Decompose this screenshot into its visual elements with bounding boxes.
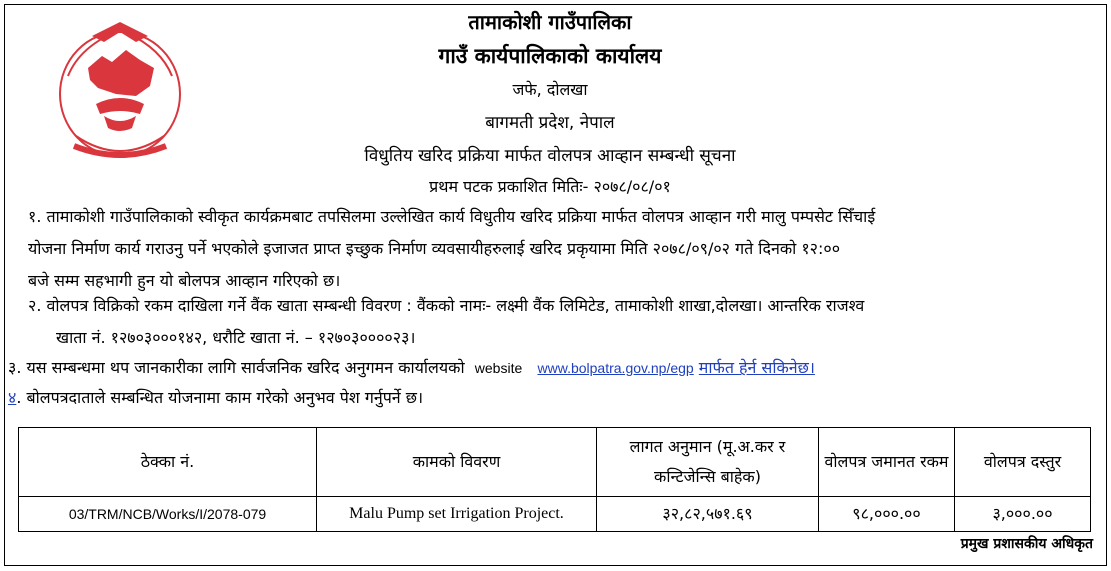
bolpatra-link[interactable]: www.bolpatra.gov.np/egp	[537, 360, 694, 376]
item-3-suffix: मार्फत हेर्न सकिनेछ।	[698, 358, 815, 377]
header-contract-no: ठेक्का नं.	[19, 428, 317, 497]
item-4-number: ४	[8, 388, 17, 407]
office-name: गाउँ कार्यपालिकाको कार्यालय	[438, 44, 662, 68]
header-bid-security: वोलपत्र जमानत रकम	[819, 428, 955, 497]
header-cost-estimate: लागत अनुमान (मू.अ.कर र कन्टिजेन्सि बाहेक)	[597, 428, 819, 497]
item-3	[8, 352, 815, 384]
item-1-line-3: बजे सम्म सहभागी हुन यो बोलपत्र आव्हान गरिएको छ।	[28, 271, 341, 290]
item-4-text: . बोलपत्रदाताले सम्बन्धित योजनामा काम गरेको अनुभव पेश गर्नुपर्ने छ।	[16, 388, 424, 407]
item-2-line-2: खाता नं. १२७०३०००१४२, धरौटि खाता नं. – १२७०३००००२३।	[56, 328, 416, 347]
item-4	[8, 382, 423, 414]
province-name: बागमती प्रदेश, नेपाल	[485, 113, 615, 133]
municipality-name: तामाकोशी गाउँपालिका	[468, 10, 632, 34]
website-word: website	[474, 360, 523, 376]
item-2	[28, 290, 864, 354]
tender-table	[18, 427, 1091, 532]
cell-cost-estimate: ३२,८२,५७१.६९	[597, 497, 819, 532]
item-2-line-1: २. वोलपत्र विक्रिको रकम दाखिला गर्ने वैंक खाता सम्बन्धी विवरण : वैंकको नामः- लक्ष्मी वैंक लिमिटेड, तामाकोशी शाखा,दोलखा। आन्तरिक राजश्व	[28, 296, 865, 315]
table-header-row	[19, 428, 1091, 497]
cell-bid-security: ९८,०००.००	[819, 497, 955, 532]
cell-bid-fee: ३,०००.००	[955, 497, 1091, 532]
table-row	[19, 497, 1091, 532]
header-work-description: कामको विवरण	[317, 428, 597, 497]
cell-work-description: Malu Pump set Irrigation Project.	[317, 497, 597, 532]
item-1-line-2: योजना निर्माण कार्य गराउनु पर्ने भएकोले इजाजत प्राप्त इच्छुक निर्माण व्यवसायीहरुलाई खरिद प्रकृयामा मिति २०७८/०९/०२ गते दिनको १२:००	[28, 239, 841, 258]
signatory: प्रमुख प्रशासकीय अधिकृत	[960, 536, 1093, 552]
office-location: जफे, दोलखा	[512, 80, 588, 99]
published-date: प्रथम पटक प्रकाशित मितिः- २०७८/०८/०१	[429, 177, 671, 196]
header-bid-fee: वोलपत्र दस्तुर	[955, 428, 1091, 497]
item-3-text: ३. यस सम्बन्धमा थप जानकारीका लागि सार्वजनिक खरिद अनुगमन कार्यालयको	[8, 358, 465, 377]
item-1-line-1: १. तामाकोशी गाउँपालिकाको स्वीकृत कार्यक्रमबाट तपसिलमा उल्लेखित कार्य विधुतीय खरिद प्रक्रिया मार्फत वोलपत्र आव्हान गरी मालु पम्पसेट सिँचाई	[28, 207, 876, 226]
item-1	[28, 201, 875, 297]
nepal-emblem-icon	[40, 16, 200, 166]
cell-contract-no: 03/TRM/NCB/Works/I/2078-079	[19, 497, 317, 532]
notice-title: विधुतिय खरिद प्रक्रिया मार्फत वोलपत्र आव्हान सम्बन्धी सूचना	[364, 146, 736, 166]
